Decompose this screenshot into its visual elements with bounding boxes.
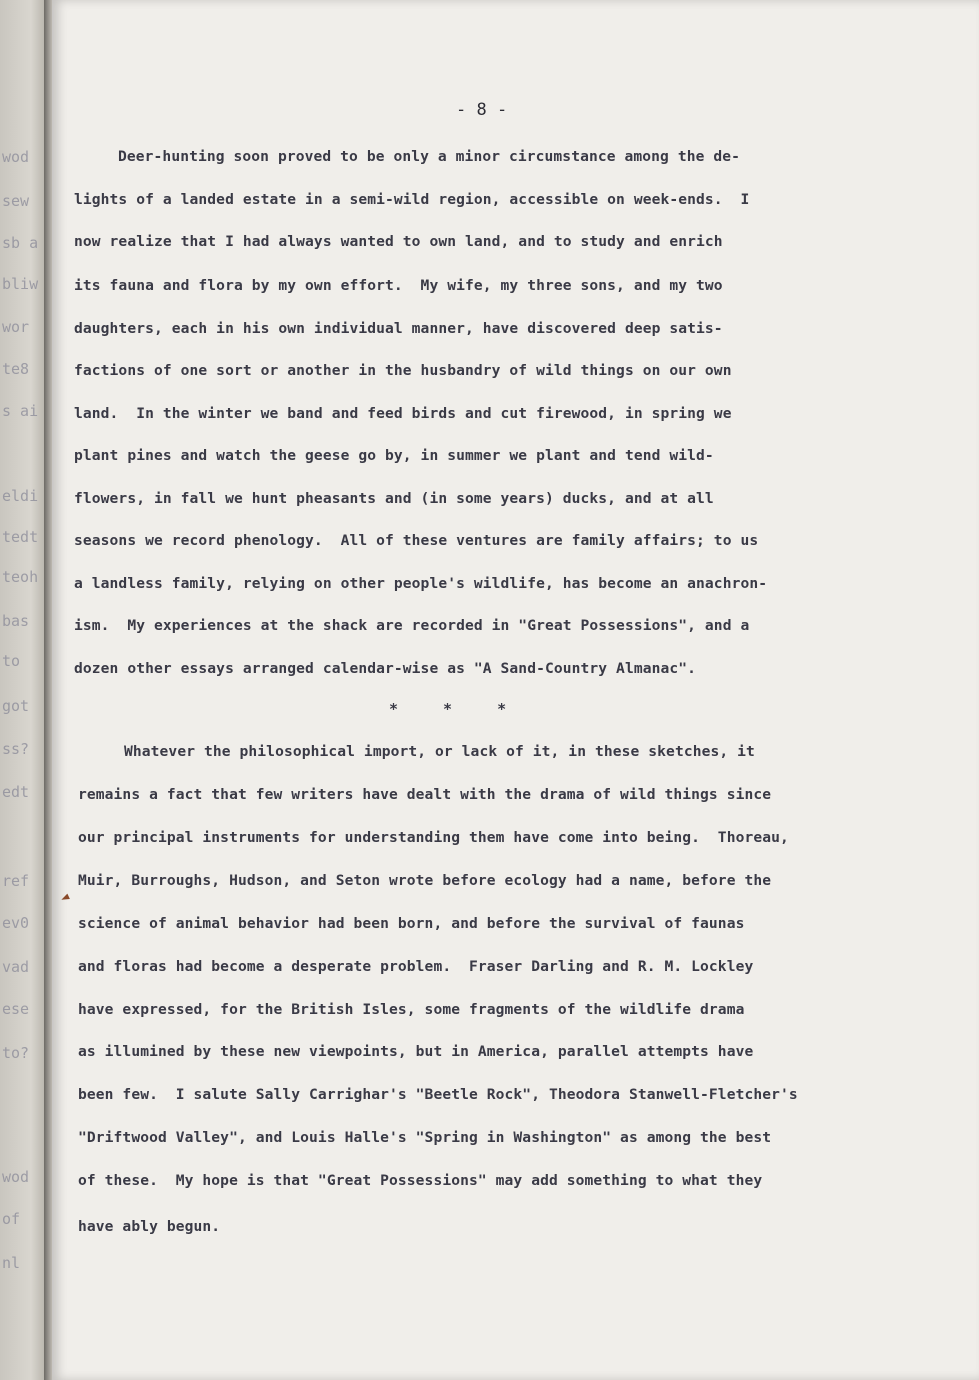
facing-page-fragment: bas — [2, 612, 30, 630]
paragraph-1-line: lights of a landed estate in a semi-wild region, accessible on week-ends. I — [74, 191, 750, 208]
paragraph-2-line: Whatever the philosophical import, or lack of it, in these sketches, it — [124, 743, 755, 760]
facing-page-fragment: teoh — [2, 568, 39, 586]
facing-page-fragment: bliw — [2, 275, 39, 293]
facing-page-fragment: wor — [2, 318, 30, 336]
paragraph-2-line: been few. I salute Sally Carrighar's "Beetle Rock", Theodora Stanwell-Fletcher's — [78, 1086, 798, 1103]
facing-page-fragment: ss? — [2, 740, 30, 758]
section-separator: * * * — [389, 700, 525, 718]
pen-mark — [60, 894, 70, 903]
facing-page-edge — [0, 0, 44, 1380]
facing-page-fragment: nl — [2, 1254, 21, 1272]
paragraph-1-line: dozen other essays arranged calendar-wise as "A Sand-Country Almanac". — [74, 660, 697, 677]
paragraph-1-line: flowers, in fall we hunt pheasants and (in some years) ducks, and at all — [74, 490, 714, 507]
book-binding — [44, 0, 52, 1380]
facing-page-fragment: of — [2, 1210, 21, 1228]
paragraph-1-line: Deer-hunting soon proved to be only a minor circumstance among the de- — [118, 148, 741, 165]
facing-page-fragment: sb a — [2, 234, 39, 252]
paragraph-1-line: daughters, each in his own individual manner, have discovered deep satis- — [74, 320, 723, 337]
facing-page-fragment: vad — [2, 958, 30, 976]
page-number: - 8 - — [456, 100, 508, 120]
facing-page-fragment: ref — [2, 872, 30, 890]
paragraph-1-line: factions of one sort or another in the husbandry of wild things on our own — [74, 362, 732, 379]
facing-page-fragment: te8 — [2, 360, 30, 378]
paragraph-2-line: Muir, Burroughs, Hudson, and Seton wrote before ecology had a name, before the — [78, 872, 772, 889]
typewritten-page — [52, 0, 979, 1380]
paragraph-2-line: and floras had become a desperate problem. Fraser Darling and R. M. Lockley — [78, 958, 754, 975]
paragraph-1-line: plant pines and watch the geese go by, in summer we plant and tend wild- — [74, 447, 714, 464]
facing-page-fragment: ese — [2, 1000, 30, 1018]
facing-page-fragment: edt — [2, 783, 30, 801]
paragraph-1-line: seasons we record phenology. All of these ventures are family affairs; to us — [74, 532, 759, 549]
paragraph-2-line: of these. My hope is that "Great Possessions" may add something to what they — [78, 1172, 763, 1189]
paragraph-1-line: now realize that I had always wanted to own land, and to study and enrich — [74, 233, 723, 250]
paragraph-1-line: its fauna and flora by my own effort. My wife, my three sons, and my two — [74, 277, 723, 294]
paragraph-1-line: a landless family, relying on other people's wildlife, has become an anachron- — [74, 575, 768, 592]
facing-page-fragment: to — [2, 652, 21, 670]
paragraph-2-line: our principal instruments for understanding them have come into being. Thoreau, — [78, 829, 789, 846]
paragraph-2-line: "Driftwood Valley", and Louis Halle's "Spring in Washington" as among the best — [78, 1129, 772, 1146]
facing-page-fragment: got — [2, 697, 30, 715]
paragraph-2-line: as illumined by these new viewpoints, but in America, parallel attempts have — [78, 1043, 754, 1060]
facing-page-fragment: ev0 — [2, 914, 30, 932]
paragraph-2-line: science of animal behavior had been born, and before the survival of faunas — [78, 915, 745, 932]
facing-page-fragment: eldi — [2, 487, 39, 505]
facing-page-fragment: sew — [2, 192, 30, 210]
paragraph-1-line: ism. My experiences at the shack are recorded in "Great Possessions", and a — [74, 617, 750, 634]
paragraph-2-line: have expressed, for the British Isles, some fragments of the wildlife drama — [78, 1001, 745, 1018]
facing-page-fragment: s ai — [2, 402, 39, 420]
facing-page-fragment: wod — [2, 148, 30, 166]
facing-page-fragment: tedt — [2, 528, 39, 546]
paragraph-2-line: remains a fact that few writers have dealt with the drama of wild things since — [78, 786, 772, 803]
paragraph-2-line: have ably begun. — [78, 1218, 221, 1235]
facing-page-fragment: wod — [2, 1168, 30, 1186]
facing-page-fragment: to? — [2, 1044, 30, 1062]
paragraph-1-line: land. In the winter we band and feed birds and cut firewood, in spring we — [74, 405, 732, 422]
